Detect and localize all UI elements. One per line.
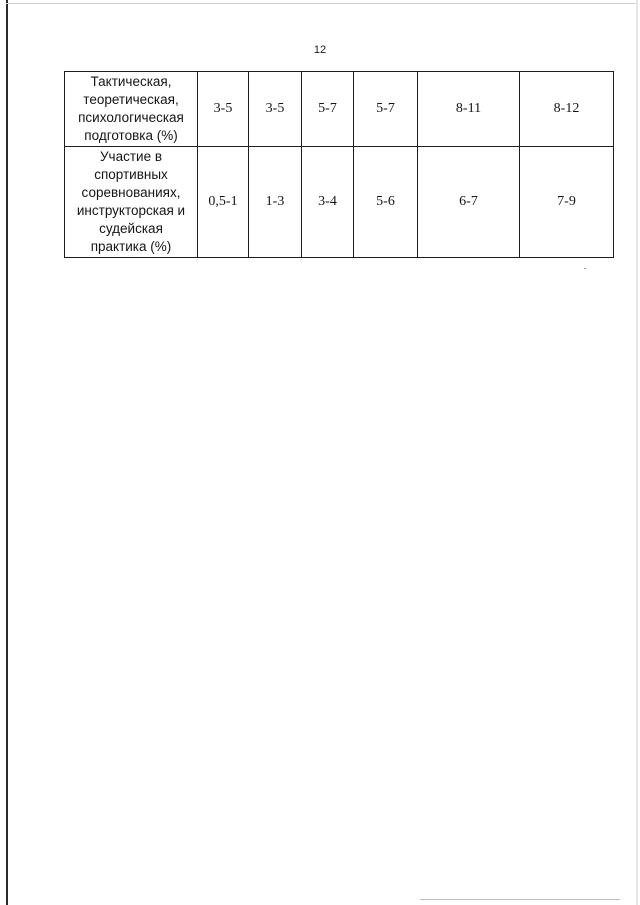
page-number: 12 xyxy=(313,44,327,56)
table-cell: 0,5-1 xyxy=(198,147,249,258)
scan-edge-bottom xyxy=(420,899,620,900)
table-cell: 3-5 xyxy=(249,72,302,147)
table-row xyxy=(65,147,614,258)
table-row xyxy=(65,72,614,147)
table-cell: 3-5 xyxy=(198,72,249,147)
table-cell: 1-3 xyxy=(249,147,302,258)
table-cell: 5-6 xyxy=(354,147,418,258)
table-cell: 3-4 xyxy=(302,147,354,258)
training-norms-table xyxy=(64,71,614,258)
scan-edge-top xyxy=(6,3,636,4)
table-cell: 8-12 xyxy=(520,72,614,147)
table-cell: 6-7 xyxy=(418,147,520,258)
table-cell: 5-7 xyxy=(354,72,418,147)
table-cell: 7-9 xyxy=(520,147,614,258)
row-label-text: Тактическая, теоретическая, психологическая подготовка (%) xyxy=(78,74,184,143)
table-cell: 8-11 xyxy=(418,72,520,147)
row-label-text: Участие в спортивных соревнованиях, инструкторская и судейская практика (%) xyxy=(76,149,186,254)
scan-edge-left xyxy=(6,0,8,905)
table-cell: 5-7 xyxy=(302,72,354,147)
scan-edge-right xyxy=(636,0,638,905)
scan-speck xyxy=(584,268,586,269)
row-label xyxy=(65,72,198,147)
row-label xyxy=(65,147,198,258)
